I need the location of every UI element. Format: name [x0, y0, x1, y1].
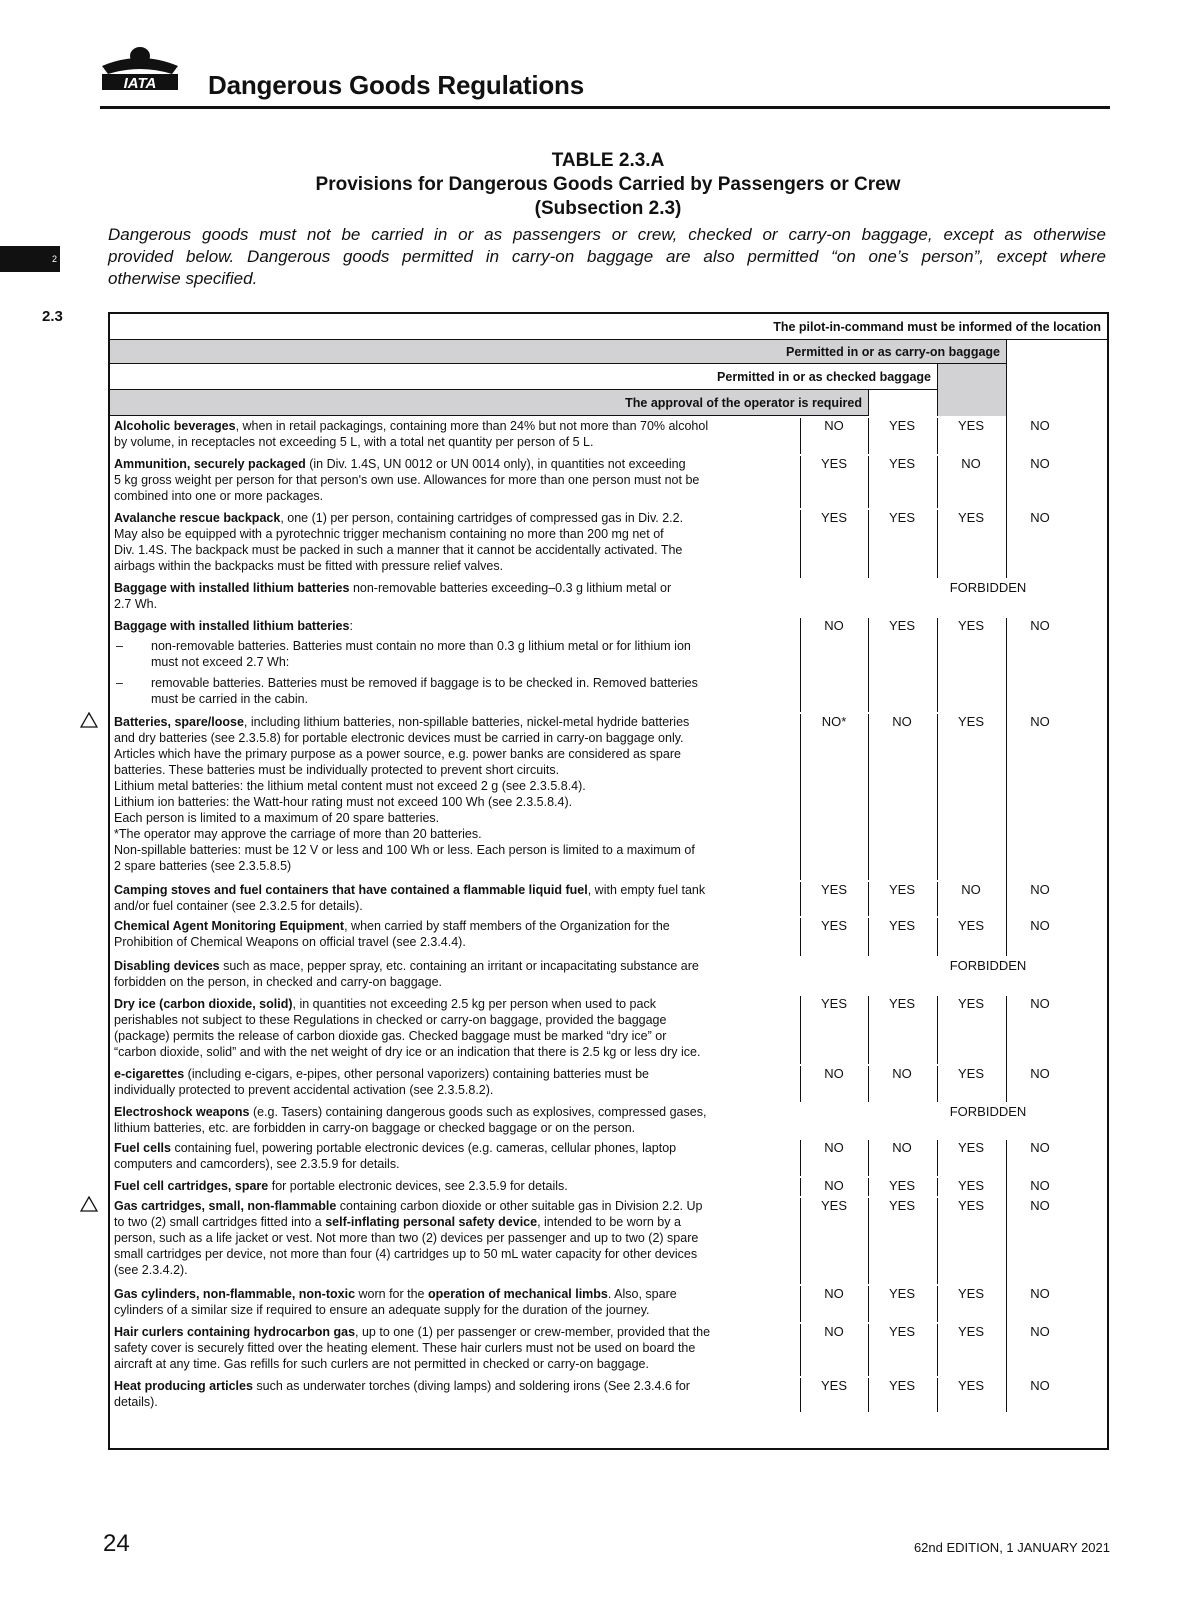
column-divider [868, 618, 869, 712]
column-divider [937, 1324, 938, 1376]
value-cell: NO [824, 1140, 844, 1155]
column-divider [868, 1286, 869, 1322]
value-cell: YES [957, 1198, 984, 1213]
column-divider [868, 418, 869, 454]
row-text-line: to two (2) small cartridges fitted into a self-inflating personal safety device, intended to be worn by a [114, 1215, 681, 1229]
row-text-line: 5 kg gross weight per person for that person's own use. Allowances for more than one person must not be [114, 473, 700, 487]
column-header-pilot: The pilot-in-command must be informed of the location [773, 320, 1101, 334]
table-title: Provisions for Dangerous Goods Carried by Passengers or Crew [315, 174, 901, 195]
value-cell: NO [892, 714, 912, 729]
value-cell: YES [820, 882, 847, 897]
value-cell: YES [888, 418, 915, 433]
row-description [114, 958, 934, 990]
forbidden-label: FORBIDDEN [949, 958, 1027, 973]
column-divider [937, 1178, 938, 1196]
row-text-line: Non-spillable batteries: must be 12 V or less and 100 Wh or less. Each person is limited to a maximum of [114, 843, 695, 857]
column-divider [800, 918, 801, 956]
row-text-line: must be carried in the cabin. [151, 692, 309, 706]
row-text-line: Alcoholic beverages, when in retail packagings, containing more than 24% but not more than 70% alcohol [114, 419, 709, 433]
row-bullet [114, 675, 934, 707]
row-description [114, 714, 934, 874]
value-cell: YES [888, 1324, 915, 1339]
row-text-line: computers and camcorders), see 2.3.5.9 for details. [114, 1157, 400, 1171]
column-divider [800, 1378, 801, 1412]
row-text-line: Electroshock weapons (e.g. Tasers) containing dangerous goods such as explosives, compressed gases, [114, 1105, 707, 1119]
column-divider [800, 714, 801, 880]
value-cell: YES [820, 918, 847, 933]
section-tab-label: 2 [51, 254, 57, 264]
column-divider [868, 996, 869, 1064]
row-text-line: e-cigarettes (including e-cigars, e-pipes, other personal vaporizers) containing batteries must be [114, 1067, 650, 1081]
row-text-line: airbags within the backpacks must be fitted with pressure relief valves. [114, 559, 504, 573]
column-header-approval: The approval of the operator is required [110, 390, 868, 416]
row-text-line: aircraft at any time. Gas refills for such curlers are not permitted in checked or carry-on baggage. [114, 1357, 649, 1371]
value-cell: NO* [821, 714, 847, 729]
value-cell: YES [957, 918, 984, 933]
value-cell: NO [1030, 510, 1050, 525]
column-divider [800, 418, 801, 454]
column-divider [937, 456, 938, 508]
column-divider [868, 1198, 869, 1284]
row-text-line: safety cover is securely fitted over the heating element. These hair curlers must not be used on board the [114, 1341, 696, 1355]
value-cell: NO [1030, 1140, 1050, 1155]
row-text-line: Batteries, spare/loose, including lithium batteries, non-spillable batteries, nickel-metal hydride batteries [114, 715, 690, 729]
revision-triangle-icon [80, 1196, 98, 1212]
row-text-line: individually protected to prevent accidental activation (see 2.3.5.8.2). [114, 1083, 494, 1097]
value-cell: NO [961, 456, 981, 471]
value-cell: YES [957, 618, 984, 633]
column-divider [868, 1066, 869, 1102]
column-divider [800, 1140, 801, 1176]
header-divider [937, 364, 938, 416]
value-cell: YES [820, 510, 847, 525]
value-cell: NO [1030, 882, 1050, 897]
header-shade [938, 364, 1006, 416]
row-text-line: combined into one or more packages. [114, 489, 324, 503]
value-cell: YES [957, 1378, 984, 1393]
value-cell: YES [820, 456, 847, 471]
value-cell: YES [957, 1324, 984, 1339]
row-text-line: person, such as a life jacket or vest. Not more than two (2) devices per passenger and up to two (2) spare [114, 1231, 699, 1245]
column-divider [868, 1178, 869, 1196]
value-cell: NO [1030, 418, 1050, 433]
value-cell: YES [888, 1198, 915, 1213]
row-text-line: Gas cylinders, non-flammable, non-toxic worn for the operation of mechanical limbs. Also, spare [114, 1287, 677, 1301]
bullet-dash: – [116, 639, 123, 653]
column-divider [800, 882, 801, 916]
intro-line: otherwise specified. [108, 269, 258, 288]
row-text-line: Lithium ion batteries: the Watt-hour rating must not exceed 100 Wh (see 2.3.5.8.4). [114, 795, 573, 809]
row-description [114, 1104, 934, 1136]
column-divider [937, 1066, 938, 1102]
row-text-line: Heat producing articles such as underwater torches (diving lamps) and soldering irons (See 2.3.4.6 for [114, 1379, 690, 1393]
value-cell: YES [820, 1378, 847, 1393]
row-text-line: details). [114, 1395, 158, 1409]
column-divider [937, 1140, 938, 1176]
value-cell: YES [888, 996, 915, 1011]
value-cell: NO [1030, 1378, 1050, 1393]
page-number: 24 [103, 1530, 130, 1557]
column-divider [868, 1324, 869, 1376]
value-cell: NO [1030, 1198, 1050, 1213]
row-text-line: Fuel cell cartridges, spare for portable electronic devices, see 2.3.5.9 for details. [114, 1179, 568, 1193]
column-divider [800, 1198, 801, 1284]
header-rule [100, 106, 1110, 109]
value-cell: YES [957, 418, 984, 433]
value-cell: YES [957, 996, 984, 1011]
row-bullet [114, 638, 934, 670]
document-title: Dangerous Goods Regulations [208, 70, 584, 100]
value-cell: NO [961, 882, 981, 897]
column-divider [937, 1378, 938, 1412]
row-text-line: Each person is limited to a maximum of 20 spare batteries. [114, 811, 440, 825]
value-cell: YES [888, 882, 915, 897]
row-text-line: Ammunition, securely packaged (in Div. 1.4S, UN 0012 or UN 0014 only), in quantities not exceeding [114, 457, 686, 471]
column-divider [800, 618, 801, 712]
column-divider [937, 882, 938, 916]
value-cell: NO [1030, 918, 1050, 933]
row-text-line: Lithium metal batteries: the lithium metal content must not exceed 2 g (see 2.3.5.8.4). [114, 779, 586, 793]
value-cell: NO [892, 1066, 912, 1081]
column-divider [937, 996, 938, 1064]
row-text-line: *The operator may approve the carriage of more than 20 batteries. [114, 827, 482, 841]
row-text-line: perishables not subject to these Regulations in checked or carry-on baggage, provided the baggage [114, 1013, 667, 1027]
column-divider [868, 456, 869, 508]
column-divider [868, 918, 869, 956]
row-text-line: small cartridges per device, not more than four (4) cartridges up to 50 mL water capacity for other devices [114, 1247, 698, 1261]
row-text-line: non-removable batteries. Batteries must contain no more than 0.3 g lithium metal or for lithium ion [151, 639, 691, 653]
value-cell: YES [888, 618, 915, 633]
row-text-line: Gas cartridges, small, non-flammable containing carbon dioxide or other suitable gas in Division 2.2. Up [114, 1199, 703, 1213]
row-text-line: and dry batteries (see 2.3.5.8) for portable electronic devices must be carried in carry-on baggage only. [114, 731, 684, 745]
column-divider [800, 1066, 801, 1102]
header-divider [868, 390, 869, 416]
column-divider [937, 418, 938, 454]
value-cell: NO [824, 1286, 844, 1301]
column-divider [868, 1140, 869, 1176]
column-divider [937, 1198, 938, 1284]
header-rule [110, 339, 1107, 340]
table-number: TABLE 2.3.A [551, 150, 665, 171]
row-text-line: Div. 1.4S. The backpack must be packed in such a manner that it cannot be accidentally activated. The [114, 543, 683, 557]
bullet-dash: – [116, 676, 123, 690]
value-cell: NO [1030, 714, 1050, 729]
column-divider [1006, 618, 1007, 956]
row-text-line: Avalanche rescue backpack, one (1) per person, containing cartridges of compressed gas in Div. 2.2. [114, 511, 684, 525]
value-cell: NO [824, 1178, 844, 1193]
intro-paragraph [108, 224, 1106, 290]
value-cell: YES [820, 996, 847, 1011]
row-text-line: Hair curlers containing hydrocarbon gas, up to one (1) per passenger or crew-member, provided that the [114, 1325, 711, 1339]
value-cell: NO [1030, 996, 1050, 1011]
value-cell: NO [1030, 456, 1050, 471]
column-divider [800, 1286, 801, 1322]
value-cell: NO [1030, 1066, 1050, 1081]
forbidden-label: FORBIDDEN [949, 1104, 1027, 1119]
column-divider [1006, 416, 1007, 578]
column-divider [800, 1178, 801, 1196]
header-rule [110, 389, 937, 390]
row-text-line: Articles which have the primary purpose as a power source, e.g. power banks are considered as spare [114, 747, 681, 761]
value-cell: YES [888, 918, 915, 933]
row-text-line: removable batteries. Batteries must be removed if baggage is to be checked in. Removed batteries [151, 676, 698, 690]
row-text-line: Chemical Agent Monitoring Equipment, when carried by staff members of the Organization for the [114, 919, 670, 933]
value-cell: NO [824, 1066, 844, 1081]
dangerous-goods-table [108, 312, 1109, 1450]
row-text-line: 2.7 Wh. [114, 597, 158, 611]
row-text-line: cylinders of a similar size if required to ensure an adequate supply for the duration of the journey. [114, 1303, 650, 1317]
value-cell: NO [824, 418, 844, 433]
row-text-line: Dry ice (carbon dioxide, solid), in quantities not exceeding 2.5 kg per person when used to pack [114, 997, 656, 1011]
intro-line: provided below. Dangerous goods permitted in carry-on baggage are also permitted “on one’s person”, except where [108, 247, 1106, 266]
row-text-line: forbidden on the person, in checked and carry-on baggage. [114, 975, 443, 989]
value-cell: YES [820, 1198, 847, 1213]
row-text-line: lithium batteries, etc. are forbidden in carry-on baggage or checked baggage or on the person. [114, 1121, 636, 1135]
revision-triangle-icon [80, 712, 98, 728]
column-divider [868, 510, 869, 578]
row-text-line: must not exceed 2.7 Wh: [151, 655, 290, 669]
header-rule [110, 415, 868, 416]
value-cell: NO [1030, 618, 1050, 633]
row-text-line: Camping stoves and fuel containers that have contained a flammable liquid fuel, with empty fuel tank [114, 883, 706, 897]
row-text-line: “carbon dioxide, solid” and with the net weight of dry ice or an indication that there is 2.5 kg or less dry ice. [114, 1045, 701, 1059]
row-text-line: Prohibition of Chemical Weapons on official travel (see 2.3.4.4). [114, 935, 466, 949]
row-text-line: Baggage with installed lithium batteries: [114, 619, 353, 633]
column-header-carry-on: Permitted in or as carry-on baggage [110, 340, 1006, 364]
row-text-line: May also be equipped with a pyrotechnic trigger mechanism containing no more than 200 mg net of [114, 527, 664, 541]
value-cell: YES [957, 1140, 984, 1155]
table-subsection: (Subsection 2.3) [534, 198, 682, 219]
value-cell: YES [888, 510, 915, 525]
column-divider [937, 1286, 938, 1322]
row-text-line: (see 2.3.4.2). [114, 1263, 188, 1277]
column-divider [937, 714, 938, 880]
value-cell: NO [1030, 1178, 1050, 1193]
column-divider [937, 618, 938, 712]
column-divider [1006, 1140, 1007, 1412]
row-text-line: 2 spare batteries (see 2.3.5.8.5) [114, 859, 292, 873]
row-text-line: Baggage with installed lithium batteries non-removable batteries exceeding–0.3 g lithium metal or [114, 581, 672, 595]
section-number: 2.3 [42, 308, 63, 325]
edition-label: 62nd EDITION, 1 JANUARY 2021 [913, 1540, 1110, 1555]
row-text-line: by volume, in receptacles not exceeding 5 L, with a total net quantity per person of 5 L. [114, 435, 594, 449]
column-divider [800, 996, 801, 1064]
iata-logo [100, 44, 180, 94]
column-divider [868, 882, 869, 916]
row-text-line: and/or fuel container (see 2.3.2.5 for details). [114, 899, 363, 913]
column-divider [1006, 996, 1007, 1102]
column-divider [868, 1378, 869, 1412]
header-divider [1006, 339, 1007, 416]
row-text-line: Disabling devices such as mace, pepper spray, etc. containing an irritant or incapacitating substance are [114, 959, 699, 973]
value-cell: YES [957, 1066, 984, 1081]
value-cell: YES [957, 714, 984, 729]
row-text-line: Fuel cells containing fuel, powering portable electronic devices (e.g. cameras, cellular phones, laptop [114, 1141, 677, 1155]
row-description [114, 580, 934, 612]
forbidden-label: FORBIDDEN [949, 580, 1027, 595]
value-cell: YES [888, 456, 915, 471]
column-divider [868, 714, 869, 880]
header-rule [110, 363, 1006, 364]
value-cell: YES [888, 1378, 915, 1393]
value-cell: NO [1030, 1324, 1050, 1339]
value-cell: NO [824, 1324, 844, 1339]
row-text-line: (package) permits the release of carbon dioxide gas. Checked baggage must be marked “dry ice” or [114, 1029, 667, 1043]
value-cell: YES [957, 1286, 984, 1301]
column-divider [800, 456, 801, 508]
column-header-checked: Permitted in or as checked baggage [717, 370, 931, 384]
row-text-line: batteries. These batteries must be individually protected to prevent short circuits. [114, 763, 560, 777]
value-cell: NO [892, 1140, 912, 1155]
value-cell: NO [824, 618, 844, 633]
column-divider [937, 510, 938, 578]
value-cell: NO [1030, 1286, 1050, 1301]
column-divider [800, 510, 801, 578]
logo-text: IATA [123, 75, 157, 92]
value-cell: YES [957, 1178, 984, 1193]
value-cell: YES [888, 1178, 915, 1193]
value-cell: YES [888, 1286, 915, 1301]
column-divider [937, 918, 938, 956]
section-tab [0, 246, 60, 272]
value-cell: YES [957, 510, 984, 525]
intro-line: Dangerous goods must not be carried in or as passengers or crew, checked or carry-on baggage, except as otherwise [108, 225, 1106, 244]
column-divider [800, 1324, 801, 1376]
